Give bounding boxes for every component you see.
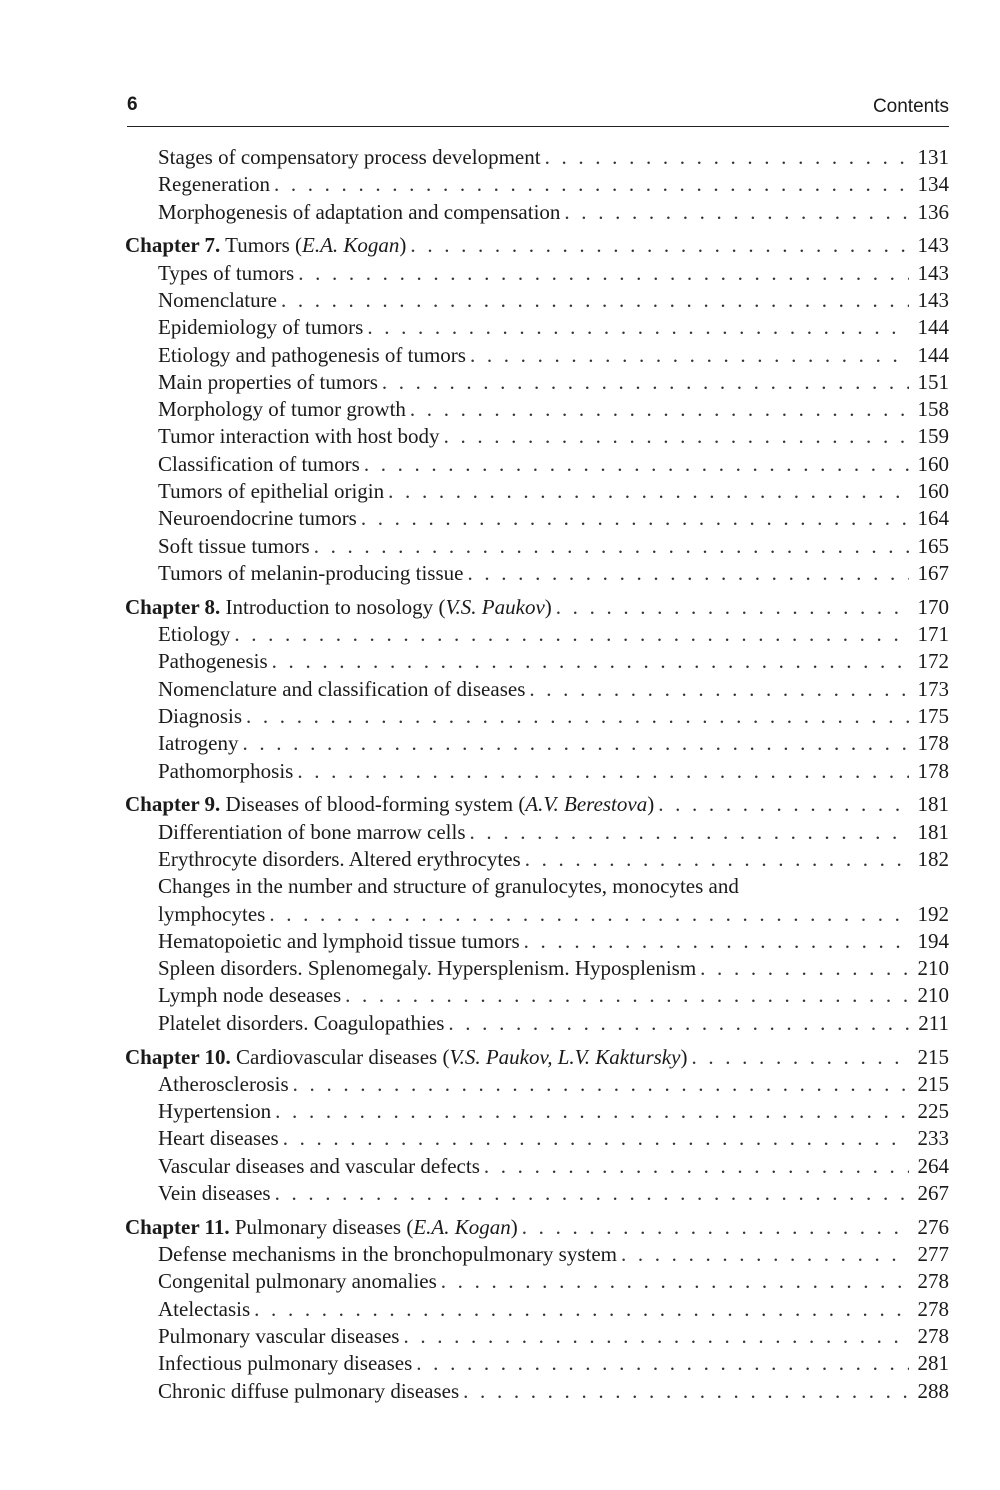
section-title: Infectious pulmonary diseases	[158, 1351, 413, 1376]
toc-section-entry[interactable]	[125, 955, 949, 982]
dot-leader	[484, 1153, 909, 1180]
dot-leader	[448, 1010, 909, 1037]
dot-leader	[522, 1214, 909, 1241]
dot-leader	[556, 594, 909, 621]
page-ref: 264	[917, 1153, 949, 1178]
chapter-number: Chapter 11.	[125, 1214, 230, 1239]
page-ref: 144	[917, 315, 949, 340]
chapter-author: V.S. Paukov	[445, 594, 545, 619]
page-ref: 233	[917, 1126, 949, 1151]
section-title: Regeneration	[158, 172, 270, 197]
section-title: Main properties of tumors	[158, 369, 378, 394]
page-ref: 136	[917, 199, 949, 224]
section-title: Iatrogeny	[158, 731, 239, 756]
dot-leader	[272, 648, 909, 675]
toc-section-entry[interactable]	[125, 533, 949, 560]
dot-leader	[410, 232, 909, 259]
section-title: Types of tumors	[158, 260, 295, 285]
page-ref: 192	[917, 901, 949, 926]
section-title: Changes in the number and structure of granulocytes, monocytes and	[158, 874, 739, 899]
dot-leader	[283, 1125, 909, 1152]
section-title: Atelectasis	[158, 1296, 251, 1321]
dot-leader	[367, 314, 909, 341]
toc-section-entry[interactable]	[125, 1180, 949, 1207]
page-ref: 134	[917, 172, 949, 197]
toc-chapter-entry[interactable]	[125, 791, 949, 818]
page-ref: 159	[917, 424, 949, 449]
dot-leader	[525, 846, 909, 873]
page-ref: 160	[917, 451, 949, 476]
toc-section-entry[interactable]	[125, 199, 949, 226]
toc-section-entry[interactable]	[125, 758, 949, 785]
dot-leader	[524, 928, 909, 955]
page-ref: 215	[917, 1044, 949, 1069]
toc-section-entry[interactable]	[125, 1153, 949, 1180]
chapter-number: Chapter 7.	[125, 233, 221, 258]
dot-leader	[467, 560, 909, 587]
dot-leader	[297, 758, 909, 785]
chapter-number: Chapter 8.	[125, 594, 221, 619]
page-ref: 167	[917, 560, 949, 585]
toc-section-entry[interactable]	[125, 1010, 949, 1037]
section-title: Tumor interaction with host body	[158, 424, 440, 449]
section-title: Epidemiology of tumors	[158, 315, 364, 340]
toc-section-entry[interactable]	[125, 982, 949, 1009]
page-ref: 143	[917, 233, 949, 258]
toc-section-entry[interactable]	[125, 1071, 949, 1098]
chapter-number: Chapter 9.	[125, 792, 221, 817]
toc-section-entry[interactable]	[125, 819, 949, 846]
page-ref: 182	[917, 846, 949, 871]
section-title: Tumors of epithelial origin	[158, 479, 385, 504]
page-ref: 170	[917, 594, 949, 619]
toc-chapter-entry[interactable]	[125, 1214, 949, 1241]
dot-leader	[281, 287, 909, 314]
toc-section-entry[interactable]	[125, 451, 949, 478]
toc-section-entry[interactable]	[125, 144, 949, 171]
page-ref: 172	[917, 649, 949, 674]
page-ref: 278	[917, 1296, 949, 1321]
toc-entry-label: Chapter 9. Diseases of blood-forming system (A.V. Berestova)	[125, 792, 655, 817]
section-title: Morphogenesis of adaptation and compensation	[158, 199, 561, 224]
page-ref: 143	[917, 260, 949, 285]
section-title: Congenital pulmonary anomalies	[158, 1269, 437, 1294]
toc-section-entry[interactable]	[125, 396, 949, 423]
page-ref: 164	[917, 506, 949, 531]
dot-leader	[410, 396, 909, 423]
toc-section-entry[interactable]	[125, 1296, 949, 1323]
section-title: Neuroendocrine tumors	[158, 506, 357, 531]
section-title-continued: lymphocytes	[158, 901, 266, 926]
toc-section-entry-continued[interactable]	[125, 901, 949, 928]
dot-leader	[388, 478, 909, 505]
dot-leader	[364, 451, 909, 478]
page-ref: 175	[917, 703, 949, 728]
toc-section-entry[interactable]	[125, 342, 949, 369]
section-title: Chronic diffuse pulmonary diseases	[158, 1378, 460, 1403]
toc-section-entry[interactable]	[125, 260, 949, 287]
chapter-title: Introduction to nosology	[225, 594, 434, 619]
toc-section-entry[interactable]	[125, 1268, 949, 1295]
chapter-author: V.S. Paukov, L.V. Kaktursky	[449, 1044, 681, 1069]
dot-leader	[529, 676, 909, 703]
page-ref: 181	[917, 792, 949, 817]
dot-leader	[564, 199, 909, 226]
toc-entry-label: Chapter 11. Pulmonary diseases (E.A. Kogan)	[125, 1214, 518, 1239]
section-title: Heart diseases	[158, 1126, 279, 1151]
chapter-number: Chapter 10.	[125, 1044, 231, 1069]
toc-section-entry[interactable]	[125, 1323, 949, 1350]
page-ref: 143	[917, 287, 949, 312]
chapter-title: Pulmonary diseases	[234, 1214, 402, 1239]
page-ref: 288	[917, 1378, 949, 1403]
section-title: Hematopoietic and lymphoid tissue tumors	[158, 928, 520, 953]
table-of-contents	[125, 144, 949, 1405]
page-ref: 178	[917, 758, 949, 783]
page-ref: 281	[917, 1351, 949, 1376]
section-title: Classification of tumors	[158, 451, 360, 476]
chapter-author: E.A. Kogan	[302, 233, 400, 258]
chapter-author: E.A. Kogan	[413, 1214, 511, 1239]
toc-section-entry[interactable]	[125, 505, 949, 532]
toc-section-entry[interactable]	[125, 1378, 949, 1405]
section-title: Morphology of tumor growth	[158, 397, 406, 422]
dot-leader	[242, 730, 909, 757]
page-ref: 225	[917, 1099, 949, 1124]
section-title: Pulmonary vascular diseases	[158, 1323, 400, 1348]
toc-chapter-entry[interactable]	[125, 1044, 949, 1071]
dot-leader	[314, 533, 909, 560]
toc-section-entry[interactable]	[125, 314, 949, 341]
dot-leader	[382, 369, 909, 396]
toc-chapter-entry[interactable]	[125, 594, 949, 621]
section-title: Spleen disorders. Splenomegaly. Hypersplenism. Hyposplenism	[158, 956, 697, 981]
page-header	[127, 94, 949, 127]
page-ref: 165	[917, 533, 949, 558]
chapter-title: Tumors	[225, 233, 290, 258]
page-ref: 215	[917, 1071, 949, 1096]
section-title: Vascular diseases and vascular defects	[158, 1153, 480, 1178]
page-ref: 160	[917, 479, 949, 504]
dot-leader	[441, 1268, 909, 1295]
section-title: Pathogenesis	[158, 649, 268, 674]
toc-section-entry[interactable]	[125, 928, 949, 955]
toc-section-entry[interactable]	[125, 560, 949, 587]
page-number: 6	[127, 94, 138, 115]
section-title: Etiology	[158, 622, 231, 647]
section-title: Stages of compensatory process development	[158, 145, 541, 169]
dot-leader	[275, 1180, 909, 1207]
section-title: Atherosclerosis	[158, 1071, 289, 1096]
toc-entry-label: Chapter 8. Introduction to nosology (V.S. Paukov)	[125, 594, 552, 619]
toc-entry-label: Chapter 10. Cardiovascular diseases (V.S. Paukov, L.V. Kaktursky)	[125, 1044, 688, 1069]
chapter-author: A.V. Berestova	[525, 792, 648, 817]
toc-section-entry[interactable]	[125, 703, 949, 730]
chapter-title: Cardiovascular diseases	[236, 1044, 438, 1069]
section-title: Nomenclature and classification of diseases	[158, 676, 526, 701]
chapter-title: Diseases of blood-forming system	[225, 792, 514, 817]
page-ref: 278	[917, 1269, 949, 1294]
dot-leader	[269, 901, 909, 928]
dot-leader	[416, 1350, 909, 1377]
toc-section-entry[interactable]	[125, 369, 949, 396]
section-title: Vein diseases	[158, 1180, 271, 1205]
toc-section-entry[interactable]	[125, 1350, 949, 1377]
dot-leader	[298, 260, 909, 287]
page-ref: 276	[917, 1214, 949, 1239]
toc-section-entry[interactable]	[125, 423, 949, 450]
page-ref: 131	[917, 145, 949, 169]
toc-section-entry[interactable]	[125, 873, 949, 900]
page-ref: 181	[917, 819, 949, 844]
page-ref: 277	[917, 1242, 949, 1267]
dot-leader	[700, 955, 909, 982]
dot-leader	[470, 342, 909, 369]
dot-leader	[545, 144, 909, 171]
section-title: Nomenclature	[158, 287, 277, 312]
running-title: Contents	[872, 96, 949, 117]
toc-section-entry[interactable]	[125, 730, 949, 757]
toc-section-entry[interactable]	[125, 478, 949, 505]
toc-entry-label: Chapter 7. Tumors (E.A. Kogan)	[125, 233, 407, 258]
section-title: Defense mechanisms in the bronchopulmonary system	[158, 1242, 617, 1267]
page-ref: 210	[917, 983, 949, 1008]
toc-section-entry[interactable]	[125, 1241, 949, 1268]
dot-leader	[345, 982, 909, 1009]
section-title: Lymph node deseases	[158, 983, 342, 1008]
section-title: Etiology and pathogenesis of tumors	[158, 342, 466, 367]
dot-leader	[470, 819, 909, 846]
section-title: Erythrocyte disorders. Altered erythrocytes	[158, 846, 521, 871]
toc-chapter-entry[interactable]	[125, 232, 949, 259]
dot-leader	[621, 1241, 909, 1268]
section-title: Hypertension	[158, 1099, 272, 1124]
dot-leader	[293, 1071, 909, 1098]
dot-leader	[246, 703, 909, 730]
section-title: Soft tissue tumors	[158, 533, 310, 558]
dot-leader	[691, 1044, 909, 1071]
toc-section-entry[interactable]	[125, 287, 949, 314]
dot-leader	[361, 505, 909, 532]
dot-leader	[234, 621, 909, 648]
page-ref: 144	[917, 342, 949, 367]
page-ref: 210	[917, 956, 949, 981]
page-ref: 171	[917, 622, 949, 647]
section-title: Platelet disorders. Coagulopathies	[158, 1010, 445, 1035]
page-ref: 158	[917, 397, 949, 422]
toc-section-entry[interactable]	[125, 846, 949, 873]
page-ref: 151	[917, 369, 949, 394]
section-title: Tumors of melanin-producing tissue	[158, 560, 464, 585]
toc-section-entry[interactable]	[125, 1098, 949, 1125]
section-title: Differentiation of bone marrow cells	[158, 819, 466, 844]
section-title: Diagnosis	[158, 703, 242, 728]
page-ref: 178	[917, 731, 949, 756]
toc-section-entry[interactable]	[125, 1125, 949, 1152]
page-ref: 267	[917, 1180, 949, 1205]
toc-section-entry[interactable]	[125, 676, 949, 703]
page-ref: 278	[917, 1323, 949, 1348]
page-ref: 173	[917, 676, 949, 701]
section-title: Pathomorphosis	[158, 758, 294, 783]
toc-section-entry[interactable]	[125, 171, 949, 198]
dot-leader	[444, 423, 909, 450]
dot-leader	[658, 791, 909, 818]
dot-leader	[403, 1323, 909, 1350]
dot-leader	[254, 1296, 909, 1323]
toc-section-entry[interactable]	[125, 621, 949, 648]
toc-section-entry[interactable]	[125, 648, 949, 675]
dot-leader	[463, 1378, 909, 1405]
page-ref: 194	[917, 928, 949, 953]
dot-leader	[275, 1098, 909, 1125]
dot-leader	[274, 171, 909, 198]
page-ref: 211	[918, 1010, 949, 1035]
